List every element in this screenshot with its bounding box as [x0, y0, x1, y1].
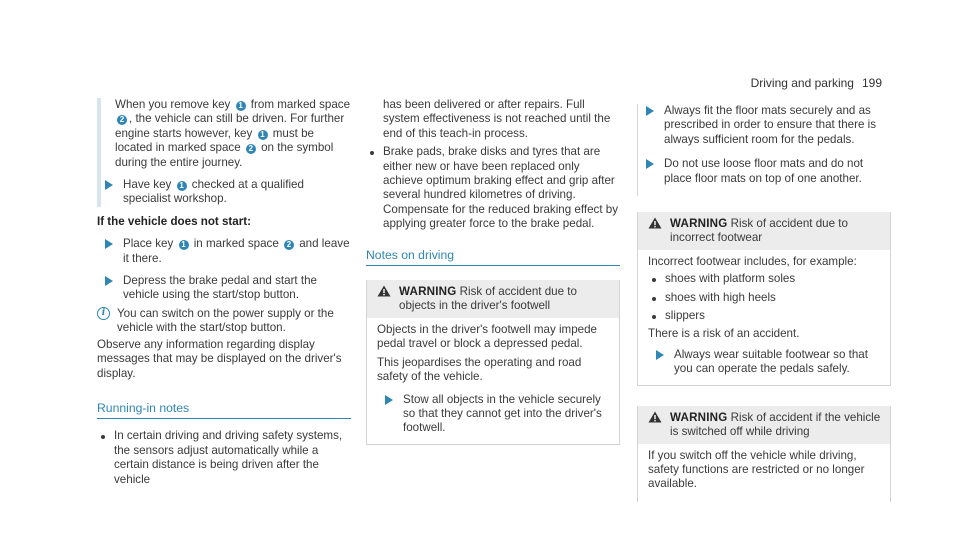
- warning-label: WARNING: [670, 410, 728, 424]
- bullet-list: [366, 145, 620, 231]
- step-arrow-icon: [105, 276, 113, 286]
- instruction-step: Always fit the floor mats securely and as prescribed in order to ensure that there is always sufficient room for the pedals.: [638, 104, 891, 147]
- instruction-step: Have key 1 checked at a qualified specialist workshop.: [97, 178, 351, 207]
- space-marker-2: 2: [246, 144, 256, 154]
- warning-title: Risk of accident due to objects in the driver's footwell: [399, 285, 577, 313]
- key-marker-1: 1: [236, 101, 246, 111]
- warning-label: WARNING: [399, 285, 457, 299]
- page-number: 199: [861, 76, 882, 90]
- warning-body: [638, 250, 890, 385]
- warning-header: [638, 406, 890, 444]
- instruction-step: Depress the brake pedal and start the vehicle using the start/stop button.: [97, 274, 351, 303]
- paragraph: Objects in the driver's footwell may impede pedal travel or block a depressed pedal.: [377, 322, 598, 351]
- step-arrow-icon: [105, 239, 113, 249]
- paragraph: Observe any information regarding display messages that may be displayed on the driver's display.: [97, 337, 342, 380]
- paragraph: If you switch off the vehicle while driving, safety functions are restricted or no longer available.: [648, 448, 865, 491]
- instruction-step: Always wear suitable footwear so that you can operate the pedals safely.: [648, 348, 882, 377]
- warning-body: [367, 318, 619, 444]
- key-marker-1: 1: [177, 181, 187, 191]
- page-header: [751, 76, 882, 90]
- space-marker-2: 2: [284, 240, 294, 250]
- bullet-list: [648, 272, 882, 323]
- step-arrow-icon: [656, 350, 664, 360]
- section-heading: Running-in notes: [97, 401, 351, 419]
- warning-header: [638, 212, 890, 250]
- instruction-step: Place key 1 in marked space 2 and leave it there.: [97, 237, 351, 266]
- warning-box: [366, 280, 620, 445]
- warning-box: [637, 406, 891, 502]
- paragraph: Incorrect footwear includes, for example:: [648, 254, 857, 268]
- info-icon: i: [97, 307, 110, 320]
- info-note: i You can switch on the power supply or the vehicle with the start/stop button.: [97, 307, 351, 336]
- key-marker-1: 1: [258, 130, 268, 140]
- key-info-block: [97, 98, 351, 207]
- warning-triangle-icon: [648, 217, 662, 229]
- section-heading: Notes on driving: [366, 248, 620, 266]
- paragraph: There is a risk of an accident.: [648, 327, 800, 341]
- column-3: [637, 98, 891, 502]
- subheading: If the vehicle does not start:: [97, 214, 251, 228]
- step-arrow-icon: [646, 106, 654, 116]
- instruction-step: Stow all objects in the vehicle securely so that they cannot get into the driver's footwell.: [377, 393, 611, 436]
- key-paragraph: When you remove key 1 from marked space 2 , the vehicle can still be driven. For further engine starts however, key 1 must be located in marked space 2 on the symbol during the entire journey.: [115, 98, 351, 169]
- warning-triangle-icon: [648, 411, 662, 423]
- warning-label: WARNING: [670, 217, 728, 231]
- warning-box: [637, 212, 891, 386]
- warning-title: Risk of accident due to incorrect footwear: [670, 217, 848, 245]
- warning-title: Risk of accident if the vehicle is switched off while driving: [670, 410, 881, 439]
- list-item: slippers: [648, 309, 882, 323]
- column-1: [97, 98, 351, 491]
- warning-body: [638, 444, 890, 502]
- list-item: shoes with platform soles: [648, 272, 882, 286]
- warning-header: [367, 280, 619, 318]
- list-item: In certain driving and driving safety systems, the sensors adjust automatically while a certain distance is being driven after the vehicle: [97, 429, 351, 487]
- column-2: [366, 98, 620, 445]
- step-arrow-icon: [105, 180, 113, 190]
- step-arrow-icon: [646, 159, 654, 169]
- section-title: Driving and parking: [750, 76, 854, 90]
- bullet-list: [97, 429, 351, 487]
- space-marker-2: 2: [117, 115, 127, 125]
- key-marker-1: 1: [179, 240, 189, 250]
- list-item: shoes with high heels: [648, 291, 882, 305]
- list-item: Brake pads, brake disks and tyres that are either new or have been replaced only achieve optimum braking effect and grip after several hundred kilometres of driving. Compensate for the reduced braking effect by applying greater force to the brake pedal.: [366, 145, 620, 231]
- paragraph: This jeopardises the operating and road safety of the vehicle.: [377, 355, 582, 384]
- warning-triangle-icon: [377, 285, 391, 297]
- continued-warning-body: [637, 104, 891, 196]
- step-arrow-icon: [385, 395, 393, 405]
- paragraph-continued: has been delivered or after repairs. Full system effectiveness is not reached until the end of this teach-in process.: [383, 98, 611, 140]
- instruction-step: Do not use loose floor mats and do not place floor mats on top of one another.: [638, 157, 891, 186]
